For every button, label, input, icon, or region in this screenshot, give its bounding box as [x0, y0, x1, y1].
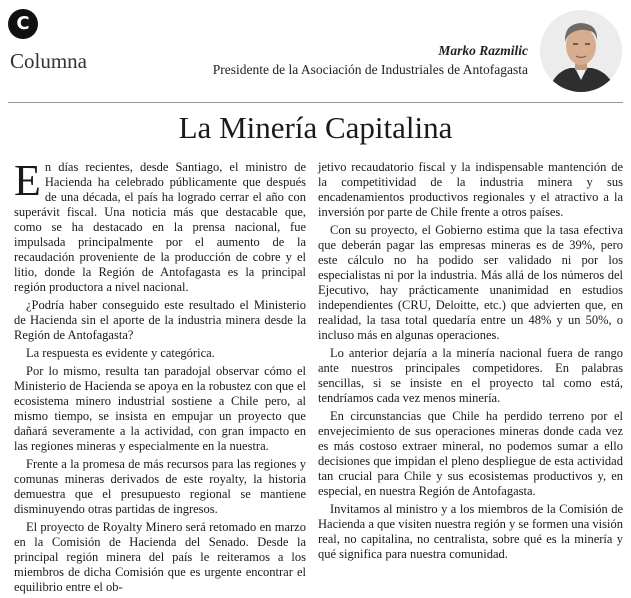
column-badge-letter: C: [16, 13, 30, 34]
article-column-right: [318, 160, 623, 565]
drop-cap: E: [14, 156, 41, 205]
column-badge: [8, 9, 38, 39]
article-column-left: [14, 156, 306, 598]
author-name: Marko Razmilic: [438, 43, 528, 58]
article-paragraph: La respuesta es evidente y categórica.: [26, 346, 215, 360]
section-label: Columna: [10, 49, 87, 73]
article-paragraph-text: n días recientes, desde Santiago, el ministro de Hacienda ha celebrado públicamente que después de una década, el país ha logrado cerrar el año con superávit fiscal. Una noticia más que destacable que, como se ha destacado en la prensa nacional, fue impulsada principalmente por el aumento de la recaudación proveniente de la producción de cobre y el litio, donde la Región de Antofagasta es la principal región productora a nivel nacional.: [14, 160, 306, 294]
article-paragraph: El proyecto de Royalty Minero será retomado en marzo en la Comisión de Hacienda del Senado. Desde la principal región minera del país le reiteramos a los miembros de dicha Comisión que es urgente encontrar el equilibrio entre el ob-: [14, 520, 306, 594]
author-portrait-image: [540, 10, 622, 92]
article-paragraph: Con su proyecto, el Gobierno estima que la tasa efectiva que deberán pagar las empresas mineras es de 39%, pero este cálculo no ha podido ser validado ni por los especialistas ni por la industria. Más allá de los números del Ejecutivo, hay prácticamente unanimidad en estudios independientes (CRU, Deloitte, etc.) que advierten que, en realidad, la tasa total quedaría entre un 48% y un 50%, o incluso más en algunas operaciones.: [318, 223, 623, 342]
article-paragraph: [14, 156, 306, 295]
header-divider: [8, 102, 623, 103]
author-title: Presidente de la Asociación de Industriales de Antofagasta: [212, 62, 528, 77]
article-paragraph: En circunstancias que Chile ha perdido terreno por el envejecimiento de sus operaciones mineras donde cada vez es más costoso extraer mineral, no podemos sumar a ello decisiones que impidan el pleno despliegue de esta actividad tan crucial para Chile y sus ecosistemas productivos y, en especial, en nuestra Región de Antofagasta.: [318, 409, 623, 498]
article-paragraph: jetivo recaudatorio fiscal y la indispensable mantención de la competitividad de la industria minera y sus encadenamientos productivos regionales y el atractivo a la inversión por parte de Chile frente a otros países.: [318, 160, 623, 219]
article-paragraph: ¿Podría haber conseguido este resultado el Ministerio de Hacienda sin el aporte de la industria minera desde la Región de Antofagasta?: [14, 298, 306, 342]
article-paragraph: Frente a la promesa de más recursos para las regiones y comunas mineras derivados de este royalty, la historia demuestra que el presupuesto regional se mantiene disminuyendo otras partidas de ingresos.: [14, 457, 306, 516]
article-paragraph: Por lo mismo, resulta tan paradojal observar cómo el Ministerio de Hacienda se apoya en la robustez con que el ecosistema minero industrial sostiene a Chile pero, al mismo tiempo, se insista en empujar un proyecto que dañará severamente a la actividad, con gran impacto en las regiones mineras y especialmente en la nuestra.: [14, 364, 306, 453]
article-paragraph: Invitamos al ministro y a los miembros de la Comisión de Hacienda a que visiten nuestra región y se formen una visión real, no capitalina, no centralista, sobre qué es la minería y qué significa para nuestra comunidad.: [318, 502, 623, 561]
author-portrait: [540, 10, 622, 92]
article-paragraph: Lo anterior dejaría a la minería nacional fuera de rango ante nuestros principales competidores. En palabras sencillas, si se insiste en el proyecto tal como está, tendríamos cada vez menos minería.: [318, 346, 623, 405]
article-headline: La Minería Capitalina: [178, 110, 453, 145]
